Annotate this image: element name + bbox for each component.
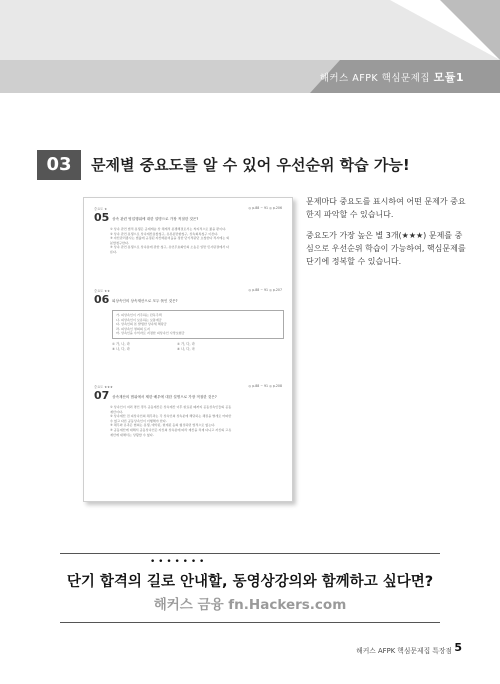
question-06 (94, 288, 284, 352)
question-text: 피상속인의 상속재산으로 모두 묶인 것은? (112, 299, 178, 303)
option-line: ① 상속인이 여러 명인 경우 공동재산은 상속재산 이후 완료된 때까지 공동상속인들의 공동 (110, 405, 232, 409)
answer-choice: ① 가, 나, 라 (112, 341, 130, 346)
statement-line: 라. 피상속인 명의의 토지 (116, 326, 150, 331)
statement-line: 마. 상속인을 수익자로 지정한 피상속인 사망보험금 (116, 331, 185, 336)
question-page-ref: ◎ p.88 ~ 91 ◎ p.208 (248, 384, 282, 388)
question-number: 05 (94, 211, 110, 224)
question-difficulty: 중요도 ★★ (94, 289, 110, 293)
section-title: 문제별 중요도를 알 수 있어 우선순위 학습 가능! (91, 156, 410, 174)
question-number: 07 (94, 389, 110, 402)
answer-choice: ② 가, 다, 라 (177, 341, 195, 346)
answer-choices (112, 342, 242, 352)
sample-exam-page (83, 197, 293, 502)
statement-line: 가. 피상속인이 거주하는 단독주택 (116, 313, 162, 317)
side-description-1: 문제마다 중요도를 표시하여 어떤 문제가 중요한지 파악할 수 있습니다. (306, 197, 466, 219)
promo-top-rule (60, 553, 440, 554)
statement-line: 나. 피상속인이 보유하는 보통예금 (116, 317, 162, 322)
answer-choice: ④ 나, 다, 마 (177, 346, 195, 351)
question-07 (94, 384, 284, 437)
option-line: ③ 자산관리종사는 법률에 규정된 자산배분비율을 정한 단기적판단 요청한다 적시에는 외 (110, 236, 230, 241)
question-text: 상속 관련 영업행위에 대한 설명으로 가장 적절한 것은? (112, 217, 199, 221)
footer-book-title: 해커스 AFPK 핵심문제집 특장점 (356, 647, 452, 655)
question-difficulty: 중요도 ★ (94, 207, 108, 211)
question-05 (94, 206, 284, 255)
option-line: 재산이다. (110, 409, 123, 414)
option-line: 룬다. (110, 249, 117, 254)
statement-line: 다. 상속인의 본 발생한 상속세 해당금 (116, 322, 167, 327)
option-line: ② 상속재산 전 피상속인의 채무라는 각 상속인의 상속분에 해당하는 채권을 별개로 어떠한 (110, 414, 232, 419)
header-brand-prefix: 해커스 AFPK 핵심문제집 (319, 73, 434, 84)
question-text: 상속재산의 범위에서 제한·배우에 대한 설명으로 가장 적절한 것은? (112, 395, 217, 399)
answer-choice: ③ 나, 다, 라 (112, 346, 130, 351)
option-line: ③ 채무와 유족은 협의는 분쟁, 예약된, 현재된 등의 형성되면 법적으로 없는다. (110, 423, 216, 428)
option-line: ④ 상속 관련 분쟁으로 상속분에 관한 청구, 유언무효확인의 소송은 일반 민사판결에서 다 (110, 245, 230, 250)
side-description-2: 중요도가 가장 높은 별 3개(★★★) 문제를 중심으로 우선순위 학습이 가능하여, 핵심문제를 단기에 정복할 수 있습니다. (306, 231, 466, 266)
promo-bottom-rule (60, 622, 440, 623)
statement-box (112, 310, 284, 339)
option-line: ② 상속 관련 분쟁으로 상속재산분할청구, 유류분반환청구, 상속회복청구 이른다. (110, 231, 219, 236)
option-line: ④ 공동재산에 대해서 공동상속인은 자신의 상속분에 따라 재산을 처재 다니고 자신의 고유 (110, 427, 232, 432)
emphasis-dots: • • • • • • • (150, 557, 205, 567)
question-page-ref: ◎ p.88 ~ 91 ◎ p.206 (248, 206, 282, 210)
section-number-badge: 03 (37, 150, 81, 180)
page-number: 5 (454, 641, 462, 654)
question-page-ref: ◎ p.88 ~ 91 ◎ p.207 (248, 288, 282, 292)
option-line: 수 없고 다른 공동상속인이 이행해야 한다. (110, 418, 167, 423)
option-line: 분할청구한다. (110, 240, 129, 245)
header-brand (320, 69, 464, 85)
option-line: 재산에 대해서는 상황할 수 없다. (110, 432, 154, 437)
promo-website: 해커스 금융 fn.Hackers.com (153, 597, 347, 613)
header-band (0, 0, 500, 93)
header-brand-highlight: 모듈1 (433, 71, 464, 84)
question-number: 06 (94, 293, 110, 306)
promo-title: 단기 합격의 길로 안내할, 동영상강의와 함께하고 싶다면? (66, 574, 434, 590)
option-line: ① 상속 관련 법적 분쟁은 공제계층 상 체계적 분쟁해결로서는 착지적으로 짧을 뿐이다. (110, 227, 227, 231)
question-difficulty: 중요도 ★★★ (94, 385, 113, 389)
